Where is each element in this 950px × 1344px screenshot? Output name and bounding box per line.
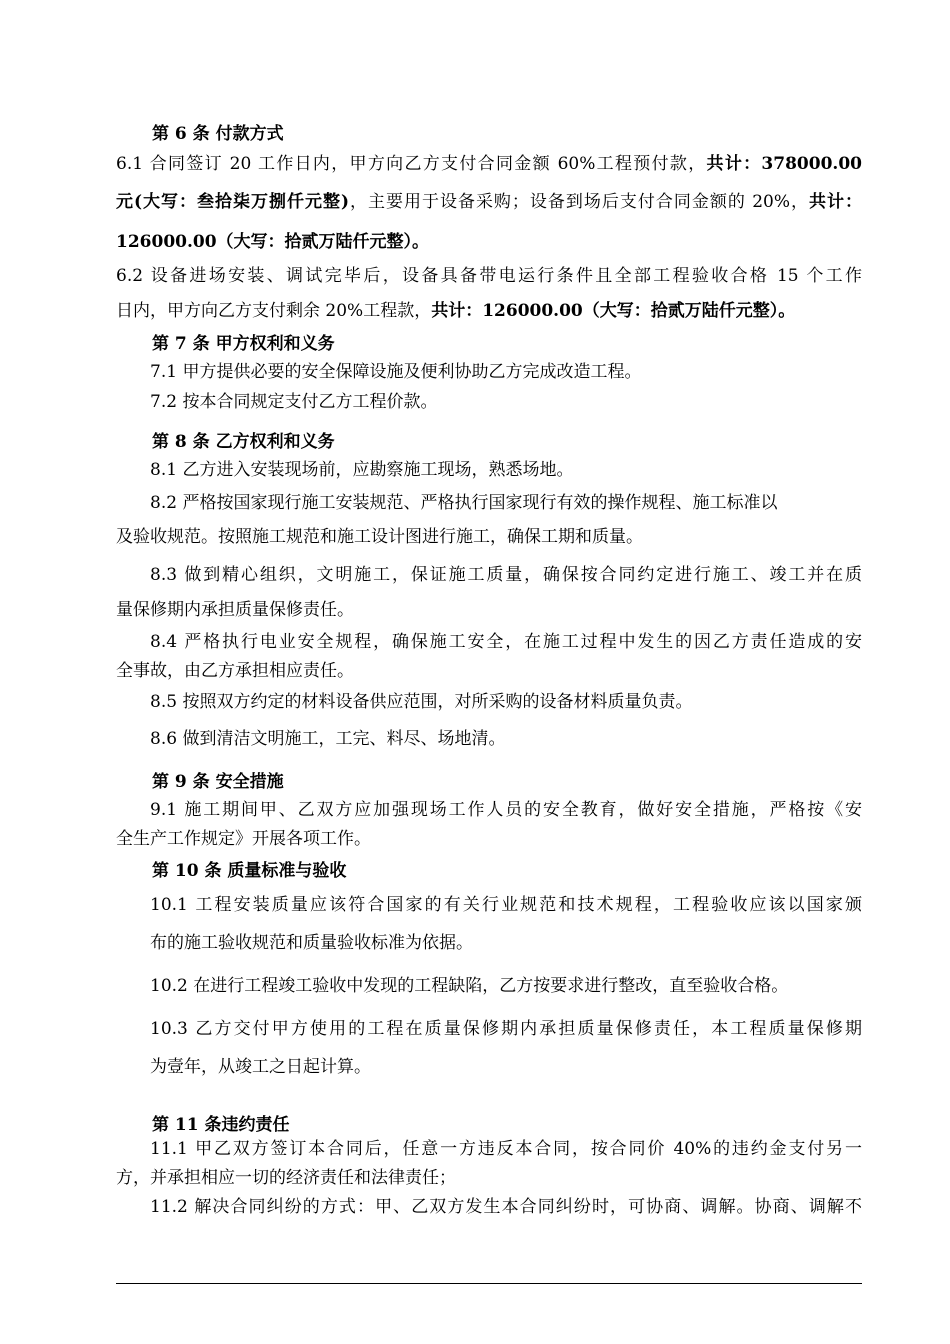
- clause-10-3-line-2: 为壹年，从竣工之日起计算。: [150, 1057, 371, 1077]
- clause-6-1-line-2: 元(大写：叁拾柒万捌仟元整)，主要用于设备采购；设备到场后支付合同金额的 20%，共计：: [116, 192, 862, 212]
- clause-7-2: 7.2 按本合同规定支付乙方工程价款。: [150, 392, 438, 412]
- clause-11-2-line-1: 11.2 解决合同纠纷的方式：甲、乙双方发生本合同纠纷时，可协商、调解。协商、调解不: [150, 1197, 862, 1217]
- clause-8-6: 8.6 做到清洁文明施工，工完、料尽、场地清。: [150, 729, 506, 749]
- clause-6-2-line-2: 日内，甲方向乙方支付剩余 20%工程款，共计：126000.00（大写：拾贰万陆仟元整）。: [116, 301, 796, 321]
- clause-8-2-line-2: 及验收规范。按照施工规范和施工设计图进行施工，确保工期和质量。: [116, 527, 643, 547]
- clause-6-1-line-3: 126000.00（大写：拾贰万陆仟元整）。: [116, 232, 430, 252]
- clause-10-1-line-2: 布的施工验收规范和质量验收标准为依据。: [150, 933, 473, 953]
- clause-9-1-line-2: 全生产工作规定》开展各项工作。: [116, 829, 371, 849]
- clause-8-3-line-2: 量保修期内承担质量保修责任。: [116, 600, 354, 620]
- clause-10-2: 10.2 在进行工程竣工验收中发现的工程缺陷，乙方按要求进行整改，直至验收合格。: [150, 976, 789, 996]
- clause-8-4-line-1: 8.4 严格执行电业安全规程，确保施工安全，在施工过程中发生的因乙方责任造成的安: [150, 632, 862, 652]
- clause-11-1-line-1: 11.1 甲乙双方签订本合同后，任意一方违反本合同，按合同价 40%的违约金支付另一: [150, 1139, 862, 1159]
- clause-8-5: 8.5 按照双方约定的材料设备供应范围，对所采购的设备材料质量负责。: [150, 692, 693, 712]
- clause-9-1-line-1: 9.1 施工期间甲、乙双方应加强现场工作人员的安全教育，做好安全措施，严格按《安: [150, 800, 862, 820]
- article-9-heading: 第 9 条 安全措施: [152, 772, 284, 792]
- clause-8-1: 8.1 乙方进入安装现场前，应勘察施工现场，熟悉场地。: [150, 460, 574, 480]
- clause-8-2-line-1: 8.2 严格按国家现行施工安装规范、严格执行国家现行有效的操作规程、施工标准以: [150, 493, 778, 513]
- clause-7-1: 7.1 甲方提供必要的安全保障设施及便利协助乙方完成改造工程。: [150, 362, 642, 382]
- article-7-heading: 第 7 条 甲方权利和义务: [152, 334, 335, 354]
- article-6-heading: 第 6 条 付款方式: [152, 124, 284, 144]
- clause-6-2-line-1: 6.2 设备进场安装、调试完毕后，设备具备带电运行条件且全部工程验收合格 15 个工作: [116, 266, 862, 286]
- clause-8-3-line-1: 8.3 做到精心组织，文明施工，保证施工质量，确保按合同约定进行施工、竣工并在质: [150, 565, 862, 585]
- clause-10-1-line-1: 10.1 工程安装质量应该符合国家的有关行业规范和技术规程，工程验收应该以国家颁: [150, 895, 862, 915]
- article-11-heading: 第 11 条违约责任: [152, 1115, 290, 1135]
- article-10-heading: 第 10 条 质量标准与验收: [152, 861, 347, 881]
- footer-divider: [116, 1283, 862, 1284]
- article-8-heading: 第 8 条 乙方权利和义务: [152, 432, 335, 452]
- clause-8-4-line-2: 全事故，由乙方承担相应责任。: [116, 661, 354, 681]
- clause-6-1-line-1: 6.1 合同签订 20 工作日内，甲方向乙方支付合同金额 60%工程预付款，共计：378000.00: [116, 154, 862, 174]
- clause-11-1-line-2: 方，并承担相应一切的经济责任和法律责任；: [116, 1168, 456, 1188]
- clause-10-3-line-1: 10.3 乙方交付甲方使用的工程在质量保修期内承担质量保修责任，本工程质量保修期: [150, 1019, 862, 1039]
